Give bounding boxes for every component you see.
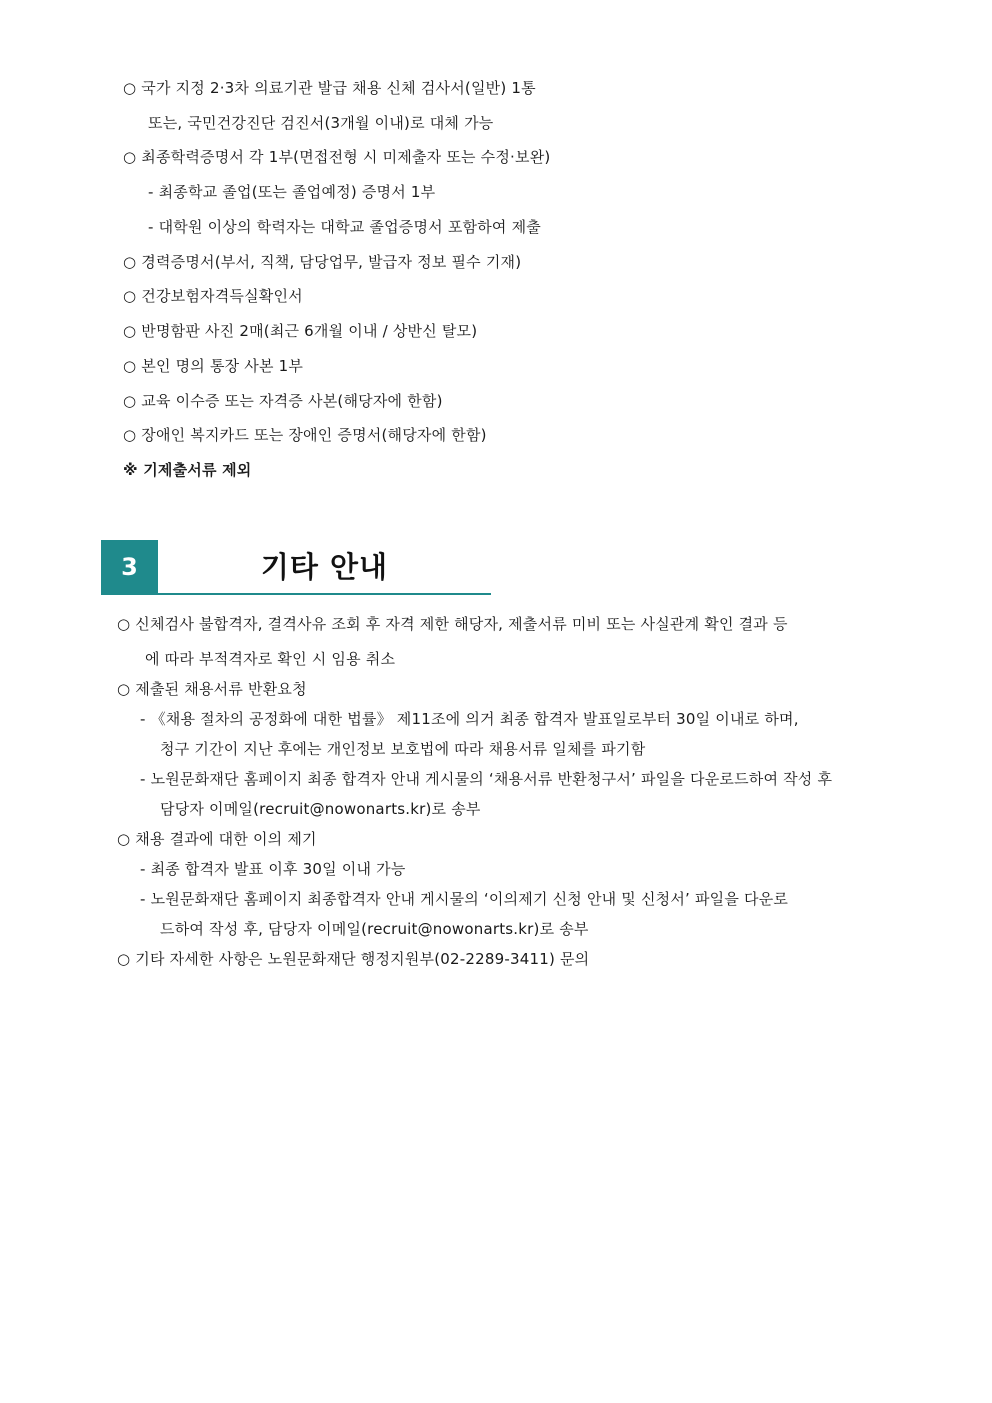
info-item-contact: ○ 기타 자세한 사항은 노원문화재단 행정지원부(02-2289-3411) 문의: [117, 950, 590, 968]
info-subitem-return-email: 담당자 이메일(recruit@nowonarts.kr)로 송부: [160, 800, 481, 818]
doc-item-training-cert: ○ 교육 이수증 또는 자격증 사본(해당자에 한함): [123, 392, 443, 410]
info-item-disqualification-cont: 에 따라 부적격자로 확인 시 임용 취소: [145, 650, 396, 668]
doc-item-health-insurance: ○ 건강보험자격득실확인서: [123, 287, 303, 305]
doc-item-bankbook: ○ 본인 명의 통장 사본 1부: [123, 357, 304, 375]
section-underline: [101, 593, 491, 595]
section-3-header: [101, 540, 491, 595]
doc-item-career-cert: ○ 경력증명서(부서, 직책, 담당업무, 발급자 정보 필수 기재): [123, 253, 522, 271]
section-title: 기타 안내: [260, 550, 389, 584]
info-item-objection: ○ 채용 결과에 대한 이의 제기: [117, 830, 317, 848]
info-item-disqualification: ○ 신체검사 불합격자, 결격사유 조회 후 자격 제한 해당자, 제출서류 미비 또는 사실관계 확인 결과 등: [117, 615, 788, 633]
doc-item-disability-cert: ○ 장애인 복지카드 또는 장애인 증명서(해당자에 한함): [123, 426, 487, 444]
doc-item-health-check-alt: 또는, 국민건강진단 검진서(3개월 이내)로 대체 가능: [148, 114, 494, 132]
section-number-badge: 3: [101, 540, 158, 594]
info-subitem-objection-form: - 노원문화재단 홈페이지 최종합격자 안내 게시물의 ‘이의제기 신청 안내 및 신청서’ 파일을 다운로: [140, 890, 789, 908]
doc-item-education-cert: ○ 최종학력증명서 각 1부(면접전형 시 미제출자 또는 수정·보완): [123, 148, 551, 166]
info-item-return-request: ○ 제출된 채용서류 반환요청: [117, 680, 307, 698]
doc-subitem-graduation-cert: - 최종학교 졸업(또는 졸업예정) 증명서 1부: [148, 183, 436, 201]
doc-item-health-check: ○ 국가 지정 2·3차 의료기관 발급 채용 신체 검사서(일반) 1통: [123, 79, 536, 97]
info-subitem-law: - 《채용 절차의 공정화에 대한 법률》 제11조에 의거 최종 합격자 발표일로부터 30일 이내로 하며,: [140, 710, 799, 728]
info-subitem-objection-email: 드하여 작성 후, 담당자 이메일(recruit@nowonarts.kr)로 송부: [160, 920, 589, 938]
doc-item-photo: ○ 반명함판 사진 2매(최근 6개월 이내 / 상반신 탈모): [123, 322, 478, 340]
doc-subitem-graduate-school: - 대학원 이상의 학력자는 대학교 졸업증명서 포함하여 제출: [148, 218, 541, 236]
info-subitem-law-cont: 청구 기간이 지난 후에는 개인정보 보호법에 따라 채용서류 일체를 파기함: [160, 740, 646, 758]
info-subitem-return-form: - 노원문화재단 홈페이지 최종 합격자 안내 게시물의 ‘채용서류 반환청구서’ 파일을 다운로드하여 작성 후: [140, 770, 833, 788]
docs-note: ※ 기제출서류 제외: [123, 461, 252, 479]
info-subitem-objection-period: - 최종 합격자 발표 이후 30일 이내 가능: [140, 860, 406, 878]
